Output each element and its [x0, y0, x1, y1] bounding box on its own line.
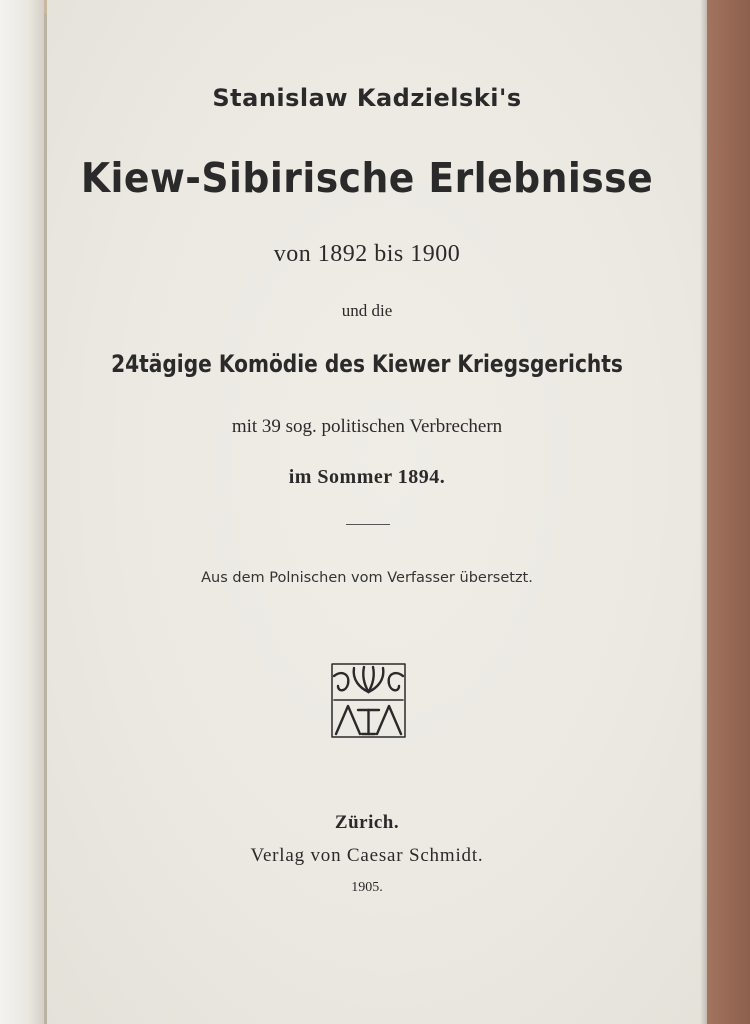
date-range: von 1892 bis 1900: [273, 241, 461, 267]
publisher-line: Verlag von Caesar Schmidt.: [250, 845, 484, 866]
book-cover-edge: [707, 0, 750, 1024]
author-line: Stanislaw Kadzielski's: [212, 84, 522, 112]
book-left-edge: [0, 0, 48, 1024]
subtitle: 24tägige Komödie des Kiewer Kriegsgerichts: [111, 350, 623, 378]
divider-rule: [346, 524, 390, 525]
book-title: Kiew-Sibirische Erlebnisse: [80, 154, 654, 202]
translation-note: Aus dem Polnischen vom Verfasser übersetzt.: [201, 570, 533, 586]
publication-year: 1905.: [351, 880, 383, 895]
publisher-device-icon: [330, 662, 407, 739]
season-line: im Sommer 1894.: [288, 466, 446, 488]
detail-line: mit 39 sog. politischen Verbrechern: [231, 416, 503, 437]
publication-place: Zürich.: [334, 812, 400, 833]
conjunction-line: und die: [341, 301, 393, 320]
